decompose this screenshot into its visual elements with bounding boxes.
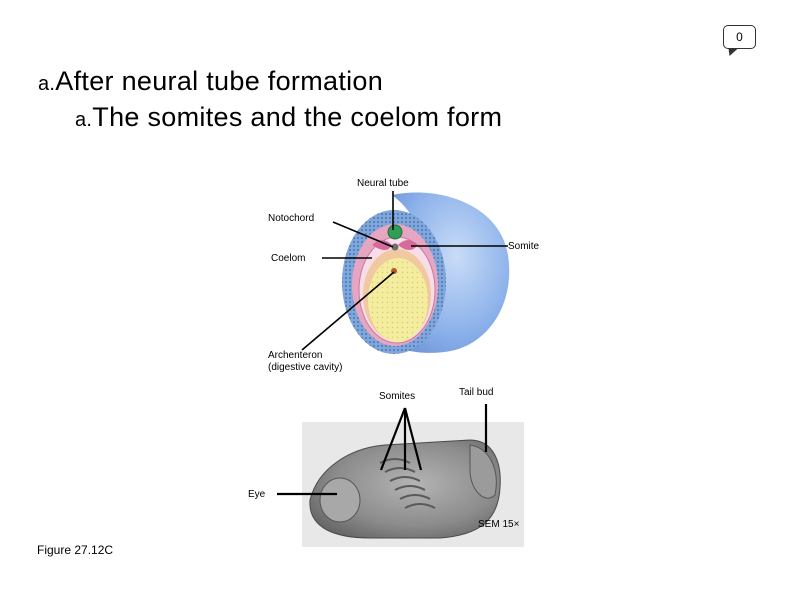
embryo-cross-section — [342, 193, 509, 355]
subheading-text: The somites and the coelom form — [92, 102, 503, 132]
label-sem-scale: SEM 15× — [478, 519, 520, 530]
label-eye: Eye — [248, 489, 266, 500]
label-somite: Somite — [508, 241, 540, 252]
label-archenteron — [268, 350, 342, 374]
heading-text: After neural tube formation — [55, 66, 384, 96]
subheading-bullet: a. — [75, 109, 93, 131]
label-tail-bud: Tail bud — [459, 387, 494, 398]
label-neural-tube: Neural tube — [357, 178, 409, 189]
label-coelom: Coelom — [271, 253, 306, 264]
label-archenteron-line2: (digestive cavity) — [268, 362, 343, 373]
heading-bullet: a. — [38, 73, 56, 95]
figure-caption: Figure 27.12C — [37, 543, 114, 557]
label-archenteron-line1: Archenteron — [268, 350, 323, 361]
label-notochord: Notochord — [268, 213, 315, 224]
yolk-mass — [368, 258, 428, 342]
head-eye-region — [320, 478, 360, 522]
slide-number-badge: 0 — [723, 25, 756, 49]
label-somites: Somites — [379, 391, 416, 402]
neural-tube-shape — [388, 225, 402, 239]
